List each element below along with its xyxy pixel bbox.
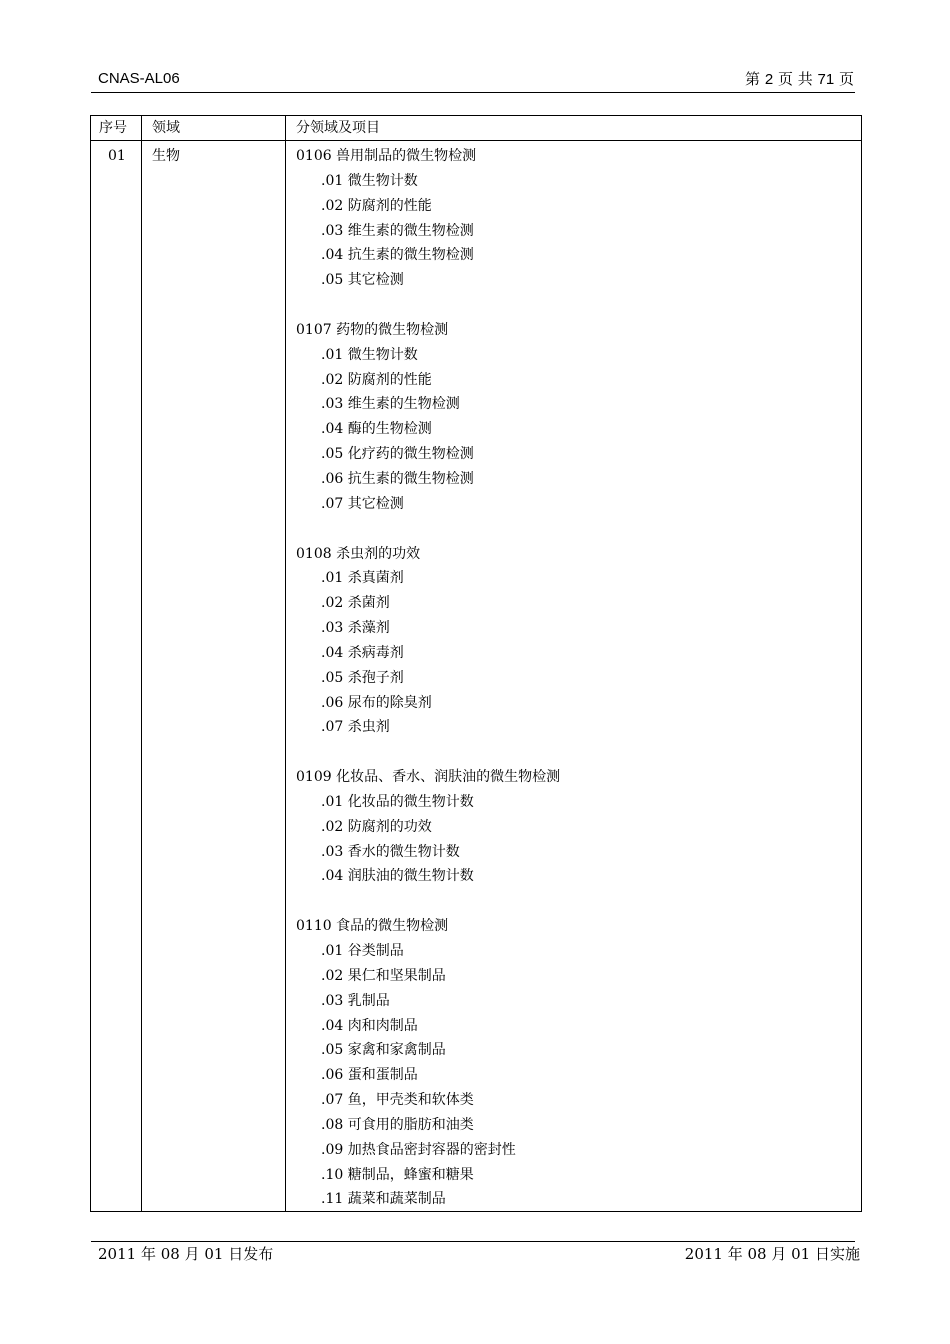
- subfield-item: .01 化妆品的微生物计数: [321, 793, 474, 810]
- subfield-heading: 0108 杀虫剂的功效: [296, 545, 421, 562]
- subfield-item: .01 杀真菌剂: [321, 570, 404, 587]
- subfield-item: .01 谷类制品: [321, 943, 404, 959]
- subfield-item: .06 蛋和蛋制品: [321, 1067, 418, 1084]
- document-code: CNAS-AL06: [98, 70, 180, 87]
- column-divider: [285, 116, 286, 1211]
- subfield-heading: 0109 化妆品、香水、润肤油的微生物检测: [296, 769, 561, 786]
- subfield-item: .03 乳制品: [321, 992, 390, 1009]
- subfield-heading: 0107 药物的微生物检测: [296, 321, 449, 338]
- subfield-item: .11 蔬菜和蔬菜制品: [321, 1191, 446, 1208]
- subfield-item: .10 糖制品，蜂蜜和糖果: [321, 1166, 474, 1183]
- page-current: 2: [764, 71, 774, 88]
- spacer: [296, 889, 560, 914]
- spacer: [296, 293, 560, 318]
- spacer: [296, 740, 560, 765]
- subfield-item: .07 鱼，甲壳类和软体类: [321, 1092, 474, 1109]
- subfield-item: .06 尿布的除臭剂: [321, 694, 432, 711]
- subfield-item: .03 维生素的生物检测: [321, 396, 460, 413]
- row-seq: 01: [108, 148, 126, 164]
- effective-date: 2011 年 08 月 01 日实施: [684, 1245, 860, 1263]
- page-suffix: 页: [838, 70, 854, 88]
- subfield-item: .07 杀虫剂: [321, 719, 390, 736]
- column-divider: [141, 116, 142, 1211]
- subfield-item: .04 抗生素的微生物检测: [321, 247, 474, 264]
- subfield-item: .03 维生素的微生物检测: [321, 222, 474, 239]
- subfield-item: .01 微生物计数: [321, 346, 418, 363]
- spacer: [296, 517, 560, 542]
- issue-date: 2011 年 08 月 01 日发布: [98, 1245, 274, 1263]
- page-total: 71: [817, 71, 835, 88]
- subfield-item: .02 杀菌剂: [321, 595, 390, 612]
- header-row-divider: [91, 140, 861, 141]
- subfield-item: .01 微生物计数: [321, 172, 418, 189]
- header-rule: [91, 92, 855, 93]
- footer-rule: [91, 1241, 855, 1242]
- column-header-items: 分领域及项目: [296, 120, 380, 136]
- page-indicator: [745, 69, 854, 90]
- subfield-item: .05 其它检测: [321, 272, 404, 289]
- subfield-list: [296, 144, 560, 1212]
- page-mid: 页 共: [777, 70, 813, 88]
- page-prefix: 第: [745, 70, 761, 88]
- subfield-item: .06 抗生素的微生物检测: [321, 470, 474, 487]
- subfield-item: .03 香水的微生物计数: [321, 843, 460, 860]
- subfield-item: .02 果仁和坚果制品: [321, 967, 446, 984]
- subfield-item: .03 杀藻剂: [321, 620, 390, 637]
- column-header-field: 领域: [152, 120, 180, 136]
- subfield-item: .04 润肤油的微生物计数: [321, 868, 474, 885]
- subfield-item: .09 加热食品密封容器的密封性: [321, 1141, 516, 1158]
- row-field: 生物: [152, 148, 180, 164]
- subfield-item: .08 可食用的脂肪和油类: [321, 1116, 474, 1133]
- subfield-item: .04 肉和肉制品: [321, 1017, 418, 1034]
- column-header-seq: 序号: [99, 120, 127, 136]
- subfield-heading: 0106 兽用制品的微生物检测: [296, 148, 477, 164]
- subfield-item: .05 家禽和家禽制品: [321, 1042, 446, 1059]
- subfield-item: .02 防腐剂的性能: [321, 371, 432, 388]
- subfield-item: .04 酶的生物检测: [321, 421, 432, 438]
- subfield-item: .07 其它检测: [321, 495, 404, 512]
- scope-table: [90, 115, 862, 1212]
- subfield-item: .05 化疗药的微生物检测: [321, 446, 474, 463]
- subfield-item: .04 杀病毒剂: [321, 644, 404, 661]
- subfield-item: .02 防腐剂的功效: [321, 818, 432, 835]
- subfield-item: .02 防腐剂的性能: [321, 197, 432, 214]
- subfield-item: .05 杀孢子剂: [321, 669, 404, 686]
- subfield-heading: 0110 食品的微生物检测: [296, 918, 449, 935]
